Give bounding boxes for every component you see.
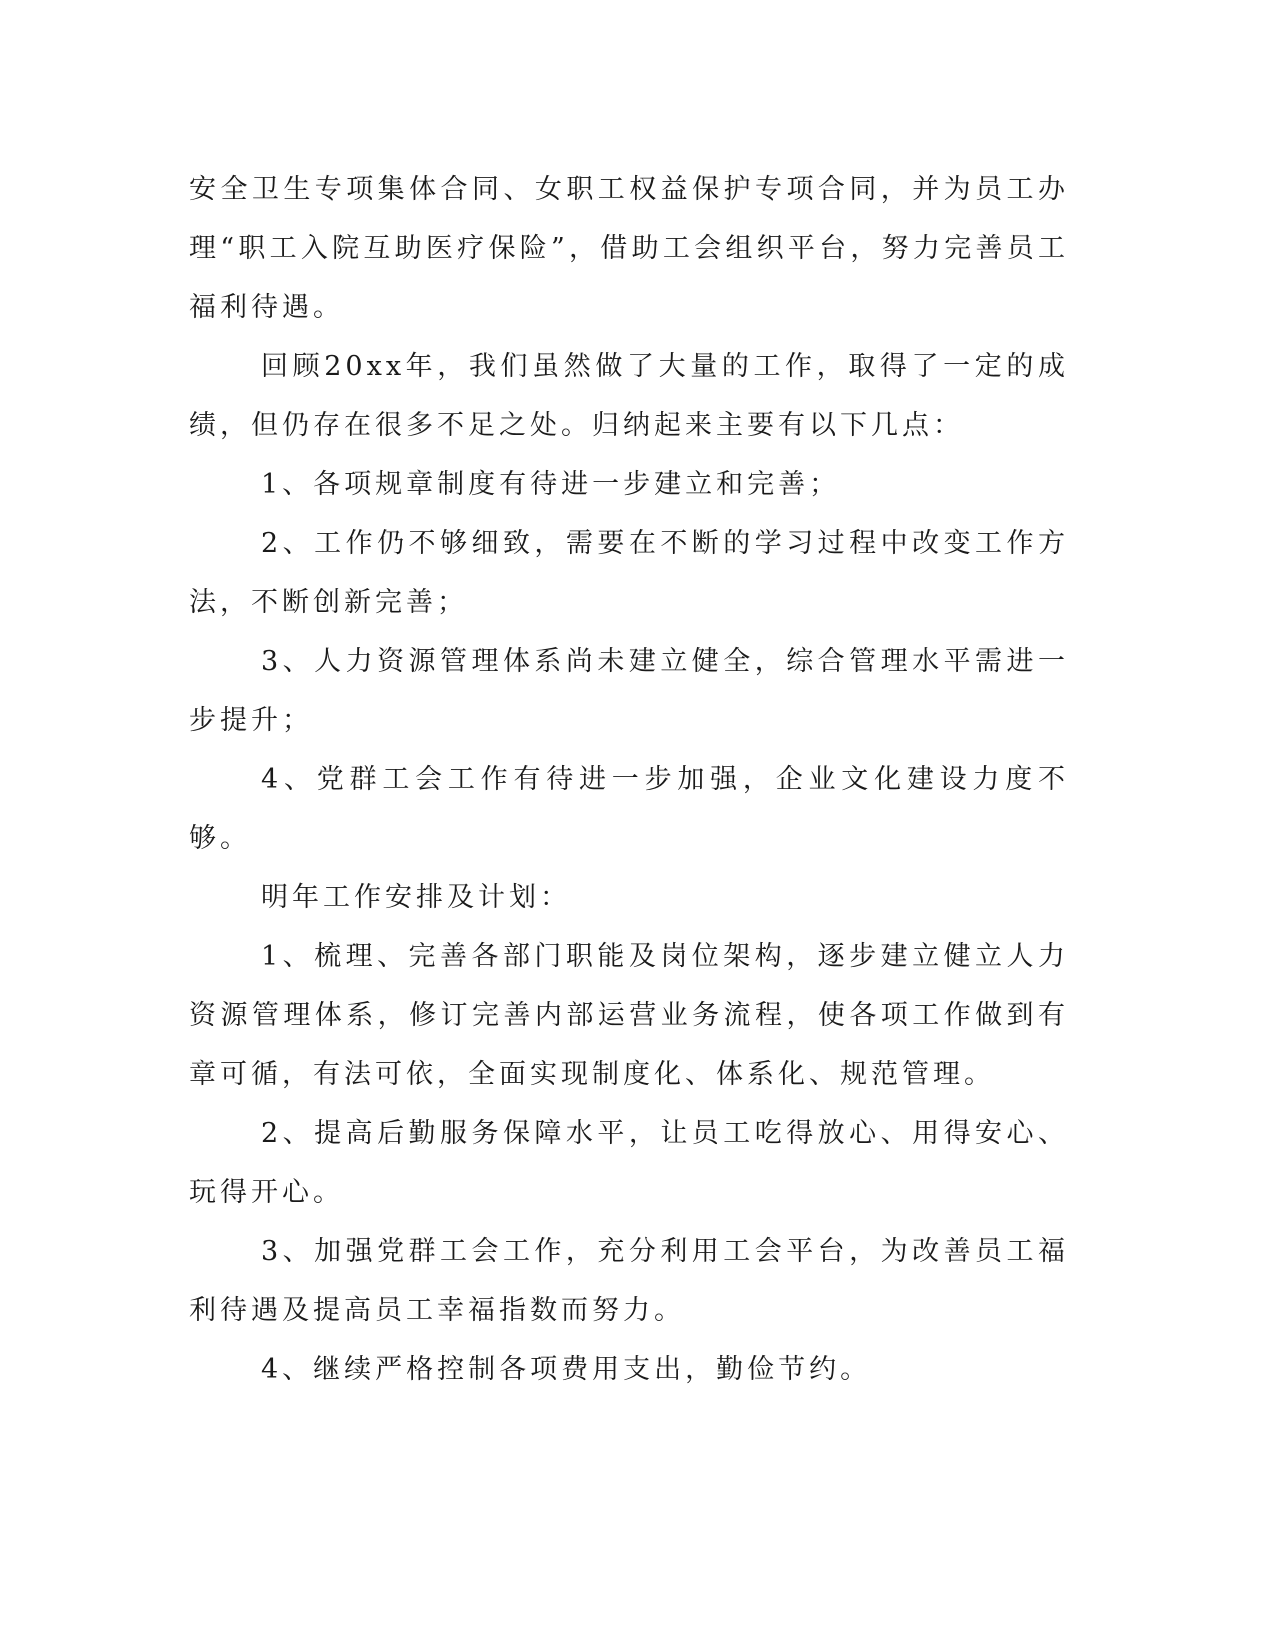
plan-heading: 明年工作安排及计划： [261, 882, 571, 913]
plan-item-4: 4、继续严格控制各项费用支出，勤俭节约。 [261, 1354, 872, 1385]
shortcoming-item-1: 1、各项规章制度有待进一步建立和完善； [261, 469, 841, 500]
plan-item-2: 2、提高后勤服务保障水平，让员工吃得放心、用得安心、玩得开心。 [189, 1118, 1069, 1208]
paragraph-review: 回顾20xx年，我们虽然做了大量的工作，取得了一定的成绩，但仍存在很多不足之处。归纳起来主要有以下几点： [189, 351, 1069, 441]
shortcoming-item-4: 4、党群工会工作有待进一步加强，企业文化建设力度不够。 [189, 764, 1069, 854]
shortcoming-item-2: 2、工作仍不够细致，需要在不断的学习过程中改变工作方法，不断创新完善； [189, 528, 1069, 618]
shortcoming-item-3: 3、人力资源管理体系尚未建立健全，综合管理水平需进一步提升； [189, 646, 1069, 736]
paragraph-continuation: 安全卫生专项集体合同、女职工权益保护专项合同，并为员工办理“职工入院互助医疗保险”，借助工会组织平台，努力完善员工福利待遇。 [189, 174, 1069, 323]
plan-item-1: 1、梳理、完善各部门职能及岗位架构，逐步建立健立人力资源管理体系，修订完善内部运营业务流程，使各项工作做到有章可循，有法可依，全面实现制度化、体系化、规范管理。 [189, 941, 1069, 1090]
document-body [189, 160, 1069, 1399]
plan-item-3: 3、加强党群工会工作，充分利用工会平台，为改善员工福利待遇及提高员工幸福指数而努力。 [189, 1236, 1069, 1326]
